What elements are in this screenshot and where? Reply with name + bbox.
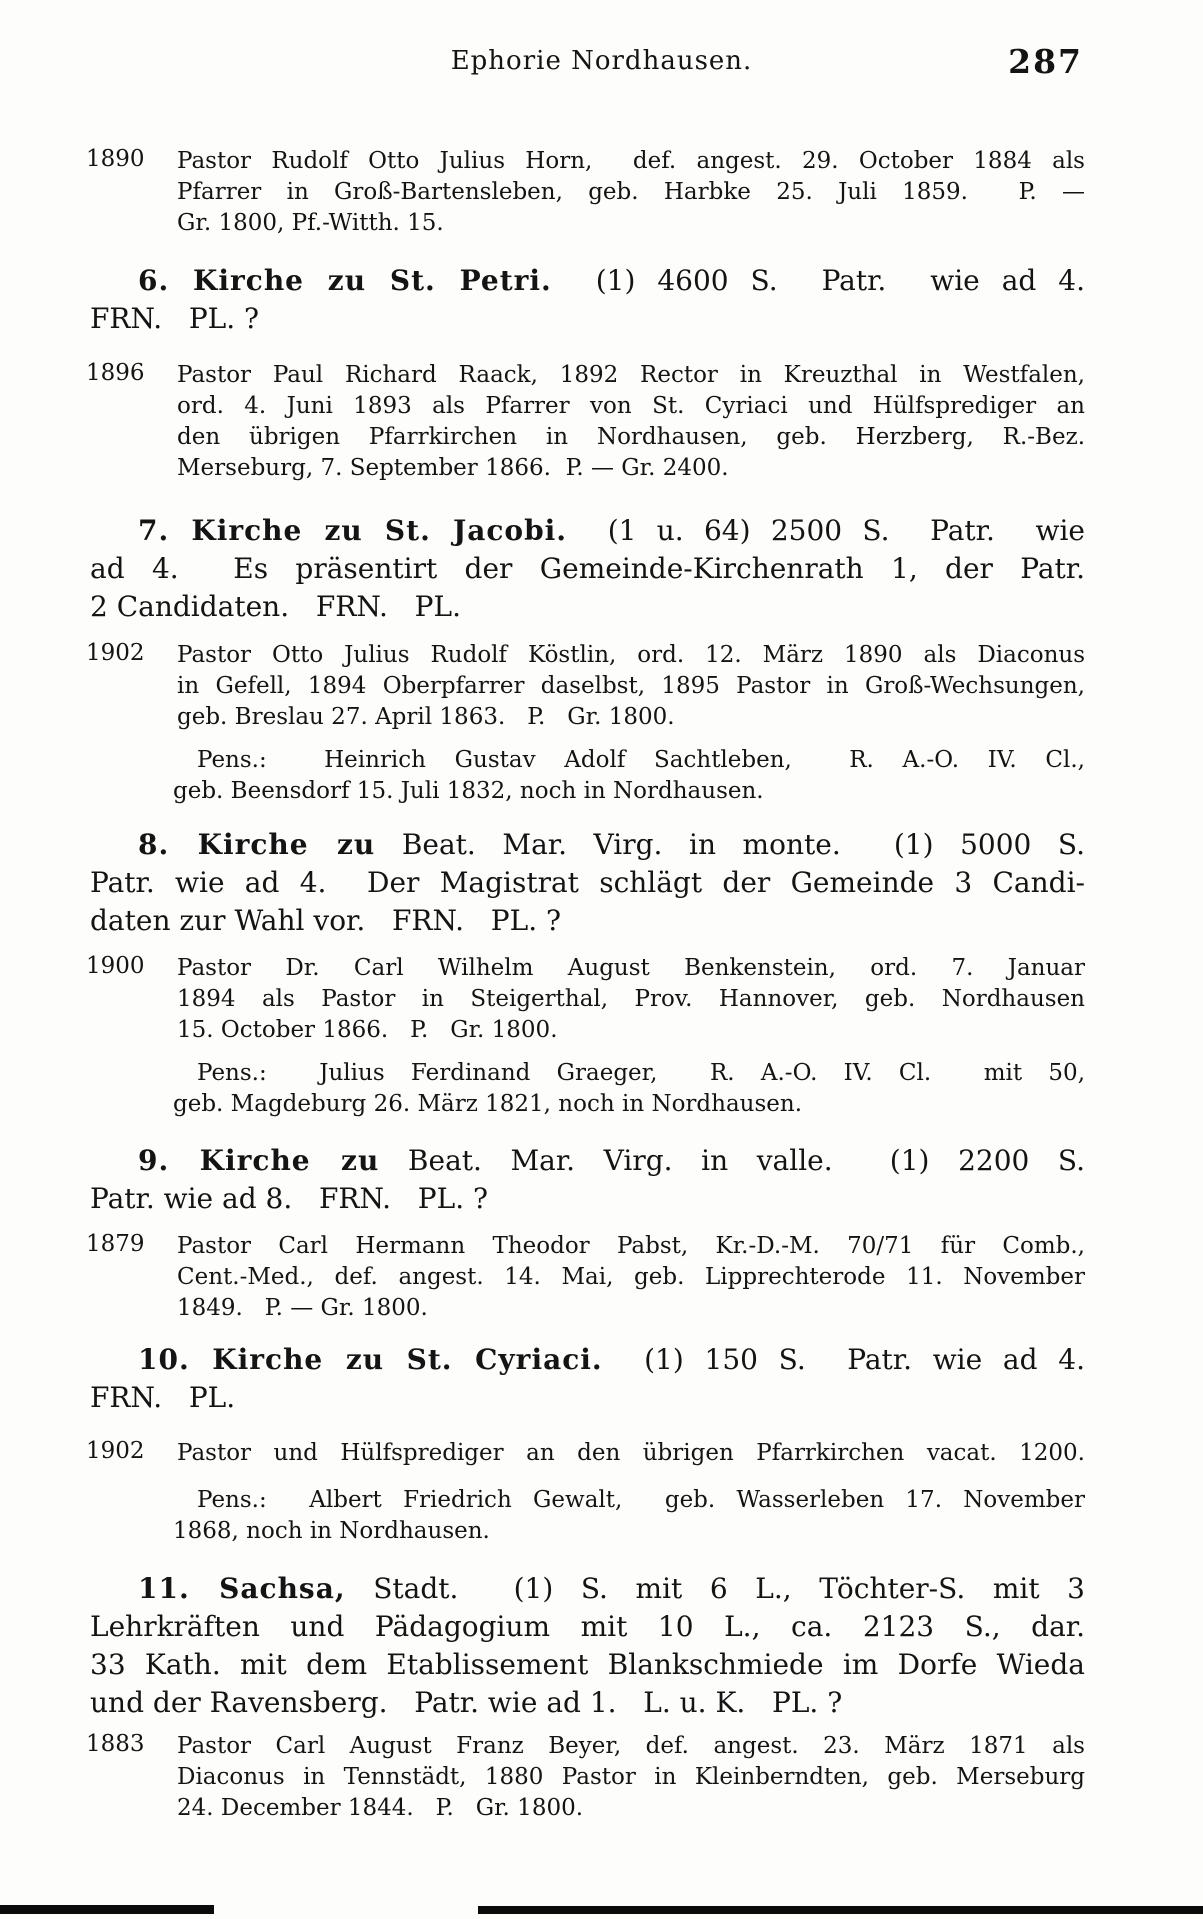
heading-line: Patr. wie ad 4. Der Magistrat schlägt der Gemeinde 3 Candi- (90, 866, 1085, 899)
heading-number-title: 10. Kirche zu St. Cyriaci. (138, 1343, 603, 1376)
entry-year: 1902 (86, 1438, 145, 1464)
pension-note-gewalt (173, 1485, 1085, 1547)
entry-year: 1900 (86, 953, 145, 979)
heading-line (90, 262, 1085, 300)
entry-year: 1902 (86, 640, 145, 666)
text-line: Pastor Carl August Franz Beyer, def. angest. 23. März 1871 als (177, 1733, 1085, 1759)
heading-line (90, 1142, 1085, 1180)
text-line: geb. Beensdorf 15. Juli 1832, noch in Nordhausen. (173, 778, 764, 804)
text-line: geb. Magdeburg 26. März 1821, noch in Nordhausen. (173, 1091, 803, 1117)
text-line: Pastor Carl Hermann Theodor Pabst, Kr.-D.-M. 70/71 für Comb., (177, 1233, 1085, 1259)
entry-1883-beyer (177, 1731, 1085, 1824)
text-line: Cent.-Med., def. angest. 14. Mai, geb. Lipprechterode 11. November (177, 1264, 1085, 1290)
entry-year: 1890 (86, 146, 145, 172)
heading-detail: Beat. Mar. Virg. in valle. (1) 2200 S. (379, 1144, 1085, 1177)
heading-number-title: 8. Kirche zu (138, 828, 376, 861)
page-number: 287 (1008, 42, 1083, 81)
heading-number-title: 7. Kirche zu St. Jacobi. (138, 514, 568, 547)
scan-edge-artifact-right (478, 1906, 1203, 1914)
text-line: Diaconus in Tennstädt, 1880 Pastor in Kleinberndten, geb. Merseburg (177, 1764, 1085, 1790)
entry-year: 1883 (86, 1731, 145, 1757)
heading-line: daten zur Wahl vor. FRN. PL. ? (90, 904, 562, 937)
heading-detail: (1) 150 S. Patr. wie ad 4. (602, 1343, 1085, 1376)
section-heading-7-st-jacobi (90, 512, 1085, 626)
heading-line (90, 512, 1085, 550)
text-line: Pens.: Albert Friedrich Gewalt, geb. Wasserleben 17. November (197, 1487, 1085, 1513)
heading-line (90, 1570, 1085, 1608)
text-line: Pastor Dr. Carl Wilhelm August Benkenstein, ord. 7. Januar (177, 955, 1085, 981)
running-head: Ephorie Nordhausen. (450, 46, 753, 76)
text-line: Pfarrer in Groß-Bartensleben, geb. Harbke 25. Juli 1859. P. — (177, 179, 1085, 205)
entry-1902-vacat (177, 1438, 1085, 1469)
heading-line: FRN. PL. ? (90, 302, 260, 335)
scan-edge-artifact-left (0, 1905, 214, 1914)
text-line: Gr. 1800, Pf.-Witth. 15. (177, 210, 444, 236)
entry-year: 1896 (86, 360, 145, 386)
section-heading-6-st-petri (90, 262, 1085, 338)
heading-line: 2 Candidaten. FRN. PL. (90, 590, 461, 623)
heading-detail: (1 u. 64) 2500 S. Patr. wie (567, 514, 1085, 547)
text-line: ord. 4. Juni 1893 als Pfarrer von St. Cyriaci und Hülfsprediger an (177, 393, 1085, 419)
heading-line: 33 Kath. mit dem Etablissement Blankschmiede im Dorfe Wieda (90, 1648, 1085, 1681)
heading-number-title: 6. Kirche zu St. Petri. (138, 264, 552, 297)
section-heading-8-beat-mar-virg-monte (90, 826, 1085, 940)
text-line: Pastor Otto Julius Rudolf Köstlin, ord. 12. März 1890 als Diaconus (177, 642, 1085, 668)
text-line: in Gefell, 1894 Oberpfarrer daselbst, 1895 Pastor in Groß-Wechsungen, (177, 673, 1085, 699)
text-line: 1849. P. — Gr. 1800. (177, 1295, 428, 1321)
entry-1902-koestlin (177, 640, 1085, 733)
pension-note-graeger (173, 1058, 1085, 1120)
entry-1896-raack (177, 360, 1085, 484)
text-line: geb. Breslau 27. April 1863. P. Gr. 1800. (177, 704, 675, 730)
heading-line: Lehrkräften und Pädagogium mit 10 L., ca. 2123 S., dar. (90, 1610, 1085, 1643)
heading-detail: Stadt. (1) S. mit 6 L., Töchter-S. mit 3 (345, 1572, 1085, 1605)
section-heading-10-st-cyriaci (90, 1341, 1085, 1417)
section-heading-9-beat-mar-virg-valle (90, 1142, 1085, 1218)
text-line: den übrigen Pfarrkirchen in Nordhausen, geb. Herzberg, R.-Bez. (177, 424, 1085, 450)
text-line: 24. December 1844. P. Gr. 1800. (177, 1795, 584, 1821)
text-line: Pens.: Heinrich Gustav Adolf Sachtleben, R. A.-O. IV. Cl., (197, 747, 1085, 773)
text-line: Pastor und Hülfsprediger an den übrigen Pfarrkirchen vacat. 1200. (177, 1440, 1085, 1466)
heading-detail: (1) 4600 S. Patr. wie ad 4. (551, 264, 1085, 297)
text-line: Pastor Paul Richard Raack, 1892 Rector in Kreuzthal in Westfalen, (177, 362, 1085, 388)
text-line: 1868, noch in Nordhausen. (173, 1518, 490, 1544)
heading-line: Patr. wie ad 8. FRN. PL. ? (90, 1182, 489, 1215)
heading-line: FRN. PL. (90, 1381, 236, 1414)
text-line: Pens.: Julius Ferdinand Graeger, R. A.-O. IV. Cl. mit 50, (197, 1060, 1085, 1086)
heading-line (90, 826, 1085, 864)
heading-number-title: 11. Sachsa, (138, 1572, 346, 1605)
section-heading-11-sachsa (90, 1570, 1085, 1722)
heading-line: ad 4. Es präsentirt der Gemeinde-Kirchenrath 1, der Patr. (90, 552, 1085, 585)
text-line: 1894 als Pastor in Steigerthal, Prov. Hannover, geb. Nordhausen (177, 986, 1085, 1012)
heading-line: und der Ravensberg. Patr. wie ad 1. L. u. K. PL. ? (90, 1686, 843, 1719)
heading-number-title: 9. Kirche zu (138, 1144, 380, 1177)
text-line: 15. October 1866. P. Gr. 1800. (177, 1017, 558, 1043)
entry-year: 1879 (86, 1231, 145, 1257)
entry-1879-pabst (177, 1231, 1085, 1324)
pension-note-sachtleben (173, 745, 1085, 807)
text-line: Pastor Rudolf Otto Julius Horn, def. angest. 29. October 1884 als (177, 148, 1085, 174)
entry-1890-horn (177, 146, 1085, 239)
heading-line (90, 1341, 1085, 1379)
heading-detail: Beat. Mar. Virg. in monte. (1) 5000 S. (375, 828, 1085, 861)
entry-1900-benkenstein (177, 953, 1085, 1046)
text-line: Merseburg, 7. September 1866. P. — Gr. 2400. (177, 455, 729, 481)
